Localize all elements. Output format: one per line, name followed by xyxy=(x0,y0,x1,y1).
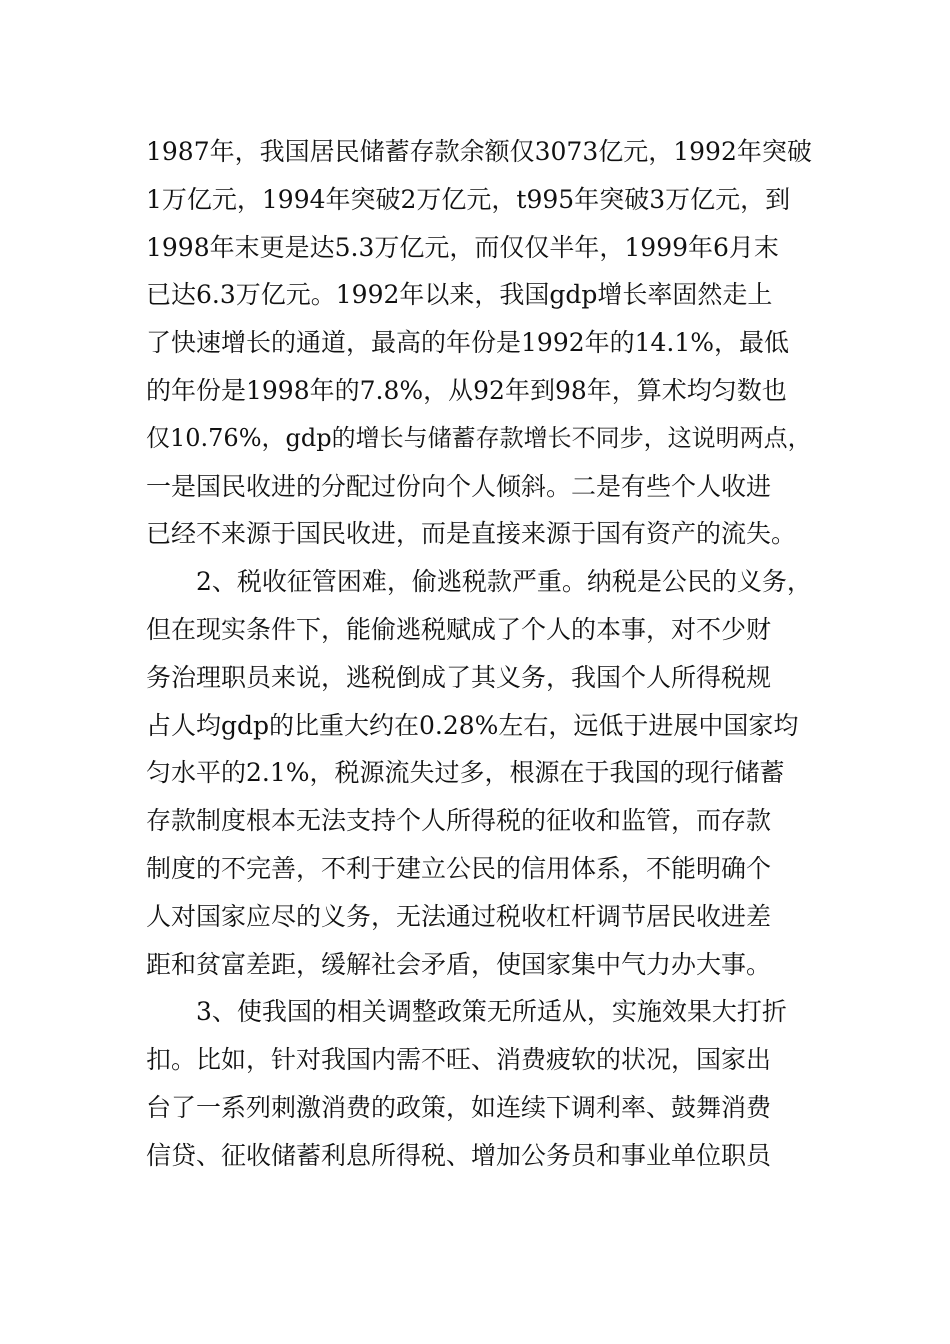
text-line: 已达6.3万亿元。1992年以来，我国gdp增长率固然走上 xyxy=(146,280,773,310)
document-body xyxy=(146,128,822,1180)
text-line: 存款制度根本无法支持个人所得税的征收和监管，而存款 xyxy=(146,806,772,836)
text-line: 已经不来源于国民收进，而是直接来源于国有资产的流失。 xyxy=(146,519,797,549)
text-line: 了快速增长的通道，最高的年份是1992年的14.1%，最低 xyxy=(146,328,790,358)
text-line: 扣。比如，针对我国内需不旺、消费疲软的状况，国家出 xyxy=(146,1045,772,1075)
text-line: 1万亿元，1994年突破2万亿元，t995年突破3万亿元，到 xyxy=(146,184,791,214)
paragraph-3 xyxy=(146,988,822,1179)
text-line: 的年份是1998年的7.8%，从92年到98年，算术均匀数也 xyxy=(146,375,787,405)
text-line: 务治理职员来说，逃税倒成了其义务，我国个人所得税规 xyxy=(146,662,772,692)
text-line: 但在现实条件下，能偷逃税赋成了个人的本事，对不少财 xyxy=(146,614,772,644)
text-line: 信贷、征收储蓄利息所得税、增加公务员和事业单位职员 xyxy=(146,1140,772,1170)
text-line: 2、税收征管困难，偷逃税款严重。纳税是公民的义务， xyxy=(146,567,812,597)
text-line: 1987年，我国居民储蓄存款余额仅3073亿元，1992年突破 xyxy=(146,137,812,166)
text-line: 距和贫富差距，缓解社会矛盾，使国家集中气力办大事。 xyxy=(146,949,772,979)
text-line: 人对国家应尽的义务，无法通过税收杠杆调节居民收进差 xyxy=(146,901,772,931)
text-line: 仅10.76%，gdp的增长与储蓄存款增长不同步，这说明两点， xyxy=(146,423,812,452)
text-line: 制度的不完善，不利于建立公民的信用体系，不能明确个 xyxy=(146,853,772,883)
text-line: 一是国民收进的分配过份向个人倾斜。二是有些个人收进 xyxy=(146,471,772,501)
text-line: 匀水平的2.1%，税源流失过多，根源在于我国的现行储蓄 xyxy=(146,758,785,788)
text-line: 台了一系列刺激消费的政策，如连续下调利率、鼓舞消费 xyxy=(146,1092,772,1122)
text-line: 3、使我国的相关调整政策无所适从，实施效果大打折 xyxy=(146,997,787,1027)
paragraph-2 xyxy=(146,558,822,988)
paragraph-1 xyxy=(146,128,822,558)
text-line: 占人均gdp的比重大约在0.28%左右，远低于进展中国家均 xyxy=(146,710,799,740)
text-line: 1998年末更是达5.3万亿元，而仅仅半年，1999年6月末 xyxy=(146,232,779,262)
